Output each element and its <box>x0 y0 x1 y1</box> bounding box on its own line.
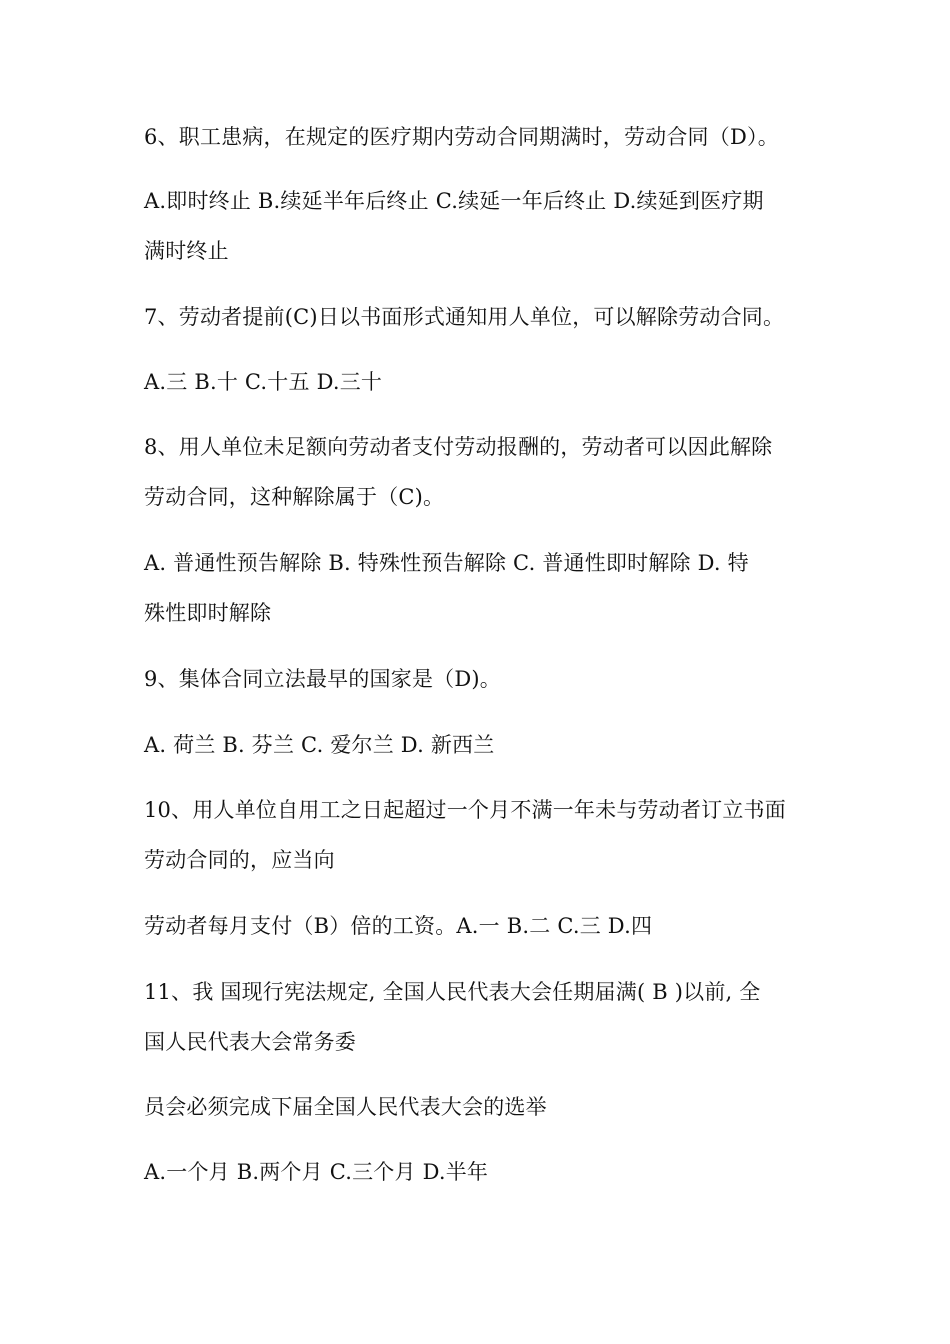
question-9-stem: 9、集体合同立法最早的国家是（D)。 <box>144 667 501 691</box>
question-8-stem: 8、用人单位未足额向劳动者支付劳动报酬的，劳动者可以因此解除 <box>144 435 773 459</box>
question-10-stem: 10、用人单位自用工之日起超过一个月不满一年未与劳动者订立书面 <box>144 798 786 822</box>
question-9-options: A. 荷兰 B. 芬兰 C. 爱尔兰 D. 新西兰 <box>144 733 495 757</box>
question-11-stem-cont: 国人民代表大会常务委 <box>144 1030 356 1054</box>
question-8-stem-cont: 劳动合同，这种解除属于（C)。 <box>144 485 445 509</box>
question-11-stem-cont-2: 员会必须完成下届全国人民代表大会的选举 <box>144 1095 547 1119</box>
question-10-options: 劳动者每月支付（B）倍的工资。A.一 B.二 C.三 D.四 <box>144 914 653 938</box>
question-11-options: A.一个月 B.两个月 C.三个月 D.半年 <box>144 1160 489 1184</box>
question-8-options: A. 普通性预告解除 B. 特殊性预告解除 C. 普通性即时解除 D. 特 <box>144 551 749 575</box>
question-6-options: A.即时终止 B.续延半年后终止 C.续延一年后终止 D.续延到医疗期 <box>144 189 764 213</box>
question-6-stem: 6、职工患病，在规定的医疗期内劳动合同期满时，劳动合同（D）。 <box>144 125 779 149</box>
question-7-options: A.三 B.十 C.十五 D.三十 <box>144 370 383 394</box>
question-6-options-cont: 满时终止 <box>144 239 229 263</box>
question-7-stem: 7、劳动者提前(C)日以书面形式通知用人单位，可以解除劳动合同。 <box>144 305 785 329</box>
question-11-stem: 11、我 国现行宪法规定, 全国人民代表大会任期届满( B )以前, 全 <box>144 980 761 1004</box>
question-10-stem-cont: 劳动合同的，应当向 <box>144 848 335 872</box>
question-8-options-cont: 殊性即时解除 <box>144 601 272 625</box>
